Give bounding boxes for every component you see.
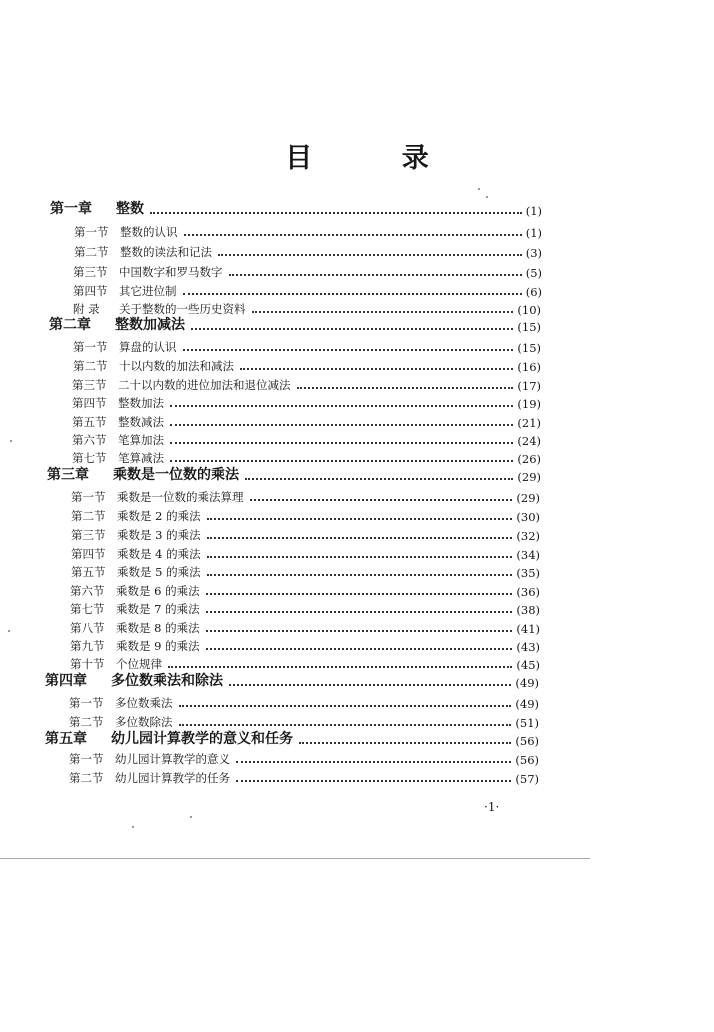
toc-entry-title: 整数的认识 bbox=[120, 225, 178, 239]
toc-section-entry bbox=[70, 634, 540, 654]
toc-leader-dots bbox=[236, 772, 511, 782]
toc-entry-label: 第四节 bbox=[71, 547, 106, 561]
toc-section-entry bbox=[72, 391, 541, 411]
toc-leader-dots bbox=[229, 676, 511, 686]
toc-leader-dots bbox=[183, 341, 514, 351]
toc-entry-label: 第二节 bbox=[74, 245, 109, 259]
toc-chapter-entry bbox=[50, 198, 542, 218]
toc-chapter-entry bbox=[45, 670, 539, 690]
toc-entry-label: 第一节 bbox=[71, 490, 106, 504]
toc-entry-label: 第一章 bbox=[50, 201, 92, 217]
toc-section-entry bbox=[71, 504, 540, 524]
toc-entry-label: 第五节 bbox=[71, 565, 106, 579]
toc-entry-page: (15) bbox=[517, 341, 541, 355]
toc-entry-page: (26) bbox=[517, 452, 541, 466]
toc-entry-title: 其它进位制 bbox=[119, 284, 177, 298]
toc-chapter-entry bbox=[49, 314, 541, 334]
toc-entry-page: (1) bbox=[525, 204, 542, 218]
toc-section-entry bbox=[70, 579, 540, 599]
toc-leader-dots bbox=[206, 603, 513, 613]
toc-leader-dots bbox=[297, 379, 514, 389]
toc-entry-page: (17) bbox=[517, 379, 541, 393]
page-title: 目 录 bbox=[285, 143, 469, 174]
toc-entry-label: 第十节 bbox=[70, 657, 105, 671]
toc-entry-label: 第一节 bbox=[73, 340, 108, 354]
toc-entry-label: 第七节 bbox=[70, 602, 105, 616]
toc-section-entry bbox=[72, 410, 541, 430]
toc-entry-title: 幼儿园计算教学的任务 bbox=[115, 771, 230, 785]
toc-leader-dots bbox=[240, 360, 513, 370]
scan-speck bbox=[132, 826, 134, 828]
toc-entry-label: 第七节 bbox=[72, 451, 107, 465]
toc-leader-dots bbox=[150, 204, 522, 214]
toc-entry-page: (56) bbox=[515, 734, 539, 748]
toc-leader-dots bbox=[170, 416, 513, 426]
toc-entry-page: (38) bbox=[516, 603, 540, 617]
toc-entry-label: 第四节 bbox=[72, 396, 107, 410]
toc-entry-title: 乘数是 9 的乘法 bbox=[116, 639, 200, 653]
toc-section-entry bbox=[72, 446, 541, 466]
toc-leader-dots bbox=[218, 246, 522, 256]
toc-entry-label: 第六节 bbox=[70, 584, 105, 598]
toc-entry-page: (35) bbox=[516, 566, 540, 580]
toc-entry-label: 第一节 bbox=[69, 752, 104, 766]
toc-entry-page: (29) bbox=[517, 470, 541, 484]
toc-entry-title: 多位数除法 bbox=[115, 715, 173, 729]
toc-leader-dots bbox=[191, 320, 513, 330]
toc-section-entry bbox=[73, 279, 542, 299]
toc-leader-dots bbox=[252, 303, 514, 313]
toc-entry-label: 第八节 bbox=[70, 621, 105, 635]
toc-entry-label: 第四节 bbox=[73, 284, 108, 298]
toc-section-entry bbox=[69, 747, 539, 767]
toc-leader-dots bbox=[250, 491, 513, 501]
toc-entry-title: 乘数是一位数的乘法 bbox=[113, 467, 239, 483]
toc-entry-page: (45) bbox=[516, 658, 540, 672]
toc-section-entry bbox=[72, 373, 541, 393]
toc-leader-dots bbox=[206, 585, 513, 595]
toc-entry-label: 第二节 bbox=[69, 771, 104, 785]
toc-leader-dots bbox=[168, 658, 512, 668]
toc-entry-page: (30) bbox=[516, 510, 540, 524]
toc-section-entry bbox=[71, 523, 540, 543]
toc-leader-dots bbox=[206, 640, 513, 650]
toc-entry-page: (41) bbox=[516, 622, 540, 636]
toc-entry-page: (6) bbox=[525, 285, 542, 299]
toc-section-entry bbox=[70, 597, 540, 617]
toc-entry-title: 乘数是一位数的乘法算理 bbox=[117, 490, 244, 504]
toc-entry-page: (29) bbox=[516, 491, 540, 505]
toc-section-entry bbox=[69, 691, 539, 711]
toc-leader-dots bbox=[236, 753, 511, 763]
toc-entry-page: (32) bbox=[516, 529, 540, 543]
toc-entry-label: 第二节 bbox=[73, 359, 108, 373]
toc-entry-label: 第一节 bbox=[74, 225, 109, 239]
toc-entry-page: (19) bbox=[517, 397, 541, 411]
toc-entry-page: (56) bbox=[515, 753, 539, 767]
toc-entry-title: 十以内数的加法和减法 bbox=[119, 359, 234, 373]
toc-leader-dots bbox=[179, 697, 512, 707]
toc-section-entry bbox=[69, 710, 539, 730]
toc-leader-dots bbox=[245, 470, 513, 480]
toc-entry-page: (5) bbox=[525, 266, 542, 280]
toc-entry-label: 第三节 bbox=[71, 528, 106, 542]
toc-section-entry bbox=[69, 766, 539, 786]
toc-entry-title: 整数 bbox=[116, 201, 144, 217]
scan-speck bbox=[8, 630, 10, 632]
toc-entry-title: 乘数是 4 的乘法 bbox=[117, 547, 201, 561]
toc-entry-title: 乘数是 8 的乘法 bbox=[116, 621, 200, 635]
toc-entry-label: 第三章 bbox=[47, 467, 89, 483]
toc-leader-dots bbox=[207, 510, 513, 520]
toc-entry-title: 个位规律 bbox=[116, 657, 162, 671]
toc-leader-dots bbox=[184, 226, 522, 236]
toc-entry-title: 多位数乘法和除法 bbox=[111, 673, 223, 689]
toc-entry-page: (43) bbox=[516, 640, 540, 654]
toc-entry-label: 第三节 bbox=[73, 265, 108, 279]
toc-entry-title: 二十以内数的进位加法和退位减法 bbox=[118, 378, 291, 392]
toc-section-entry bbox=[71, 560, 540, 580]
toc-entry-page: (51) bbox=[515, 716, 539, 730]
toc-entry-title: 中国数字和罗马数字 bbox=[119, 265, 223, 279]
toc-entry-label: 第二节 bbox=[69, 715, 104, 729]
toc-entry-label: 第六节 bbox=[72, 433, 107, 447]
scan-speck bbox=[478, 188, 480, 190]
toc-entry-title: 关于整数的一些历史资料 bbox=[119, 302, 246, 316]
toc-section-entry bbox=[71, 485, 540, 505]
toc-entry-title: 整数减法 bbox=[118, 415, 164, 429]
toc-entry-title: 乘数是 2 的乘法 bbox=[117, 509, 201, 523]
toc-entry-page: (21) bbox=[517, 416, 541, 430]
toc-leader-dots bbox=[179, 716, 512, 726]
toc-entry-page: (49) bbox=[515, 676, 539, 690]
toc-entry-label: 第五节 bbox=[72, 415, 107, 429]
toc-leader-dots bbox=[206, 622, 513, 632]
toc-entry-title: 幼儿园计算教学的意义 bbox=[115, 752, 230, 766]
toc-chapter-entry bbox=[47, 464, 541, 484]
toc-entry-title: 算盘的认识 bbox=[119, 340, 177, 354]
toc-entry-page: (10) bbox=[517, 303, 541, 317]
toc-leader-dots bbox=[183, 285, 522, 295]
toc-entry-page: (1) bbox=[525, 226, 542, 240]
toc-leader-dots bbox=[207, 529, 513, 539]
toc-entry-title: 幼儿园计算教学的意义和任务 bbox=[111, 731, 293, 747]
toc-section-entry bbox=[73, 260, 542, 280]
toc-leader-dots bbox=[170, 434, 513, 444]
toc-entry-page: (57) bbox=[515, 772, 539, 786]
toc-section-entry bbox=[73, 335, 541, 355]
scan-speck bbox=[190, 816, 192, 818]
toc-section-entry bbox=[70, 616, 540, 636]
toc-leader-dots bbox=[170, 452, 513, 462]
toc-entry-label: 第九节 bbox=[70, 639, 105, 653]
toc-entry-title: 整数加减法 bbox=[115, 317, 185, 333]
page-number: ·1· bbox=[484, 800, 500, 814]
toc-leader-dots bbox=[170, 397, 513, 407]
toc-entry-label: 第二节 bbox=[71, 509, 106, 523]
toc-leader-dots bbox=[207, 548, 513, 558]
toc-entry-page: (3) bbox=[525, 246, 542, 260]
toc-entry-title: 乘数是 7 的乘法 bbox=[116, 602, 200, 616]
toc-entry-label: 第三节 bbox=[72, 378, 107, 392]
toc-entry-label: 第二章 bbox=[49, 317, 91, 333]
toc-entry-title: 多位数乘法 bbox=[115, 696, 173, 710]
toc-entry-page: (34) bbox=[516, 548, 540, 562]
toc-section-entry bbox=[71, 542, 540, 562]
toc-entry-page: (15) bbox=[517, 320, 541, 334]
toc-entry-title: 乘数是 3 的乘法 bbox=[117, 528, 201, 542]
toc-entry-title: 笔算减法 bbox=[118, 451, 164, 465]
toc-entry-title: 笔算加法 bbox=[118, 433, 164, 447]
toc-section-entry bbox=[70, 652, 540, 672]
toc-section-entry bbox=[72, 428, 541, 448]
toc-entry-title: 整数加法 bbox=[118, 396, 164, 410]
toc-entry-label: 附 录 bbox=[73, 302, 100, 316]
toc-section-entry bbox=[74, 220, 542, 240]
toc-entry-page: (49) bbox=[515, 697, 539, 711]
toc-leader-dots bbox=[229, 266, 522, 276]
toc-entry-label: 第一节 bbox=[69, 696, 104, 710]
toc-chapter-entry bbox=[45, 728, 539, 748]
scan-speck bbox=[486, 196, 488, 198]
toc-section-entry bbox=[73, 354, 541, 374]
toc-entry-page: (24) bbox=[517, 434, 541, 448]
toc-entry-label: 第五章 bbox=[45, 731, 87, 747]
toc-entry-title: 乘数是 6 的乘法 bbox=[116, 584, 200, 598]
toc-section-entry bbox=[74, 240, 542, 260]
toc-entry-title: 整数的读法和记法 bbox=[120, 245, 212, 259]
scan-speck bbox=[10, 440, 12, 442]
toc-leader-dots bbox=[207, 566, 513, 576]
toc-entry-label: 第四章 bbox=[45, 673, 87, 689]
toc-entry-page: (36) bbox=[516, 585, 540, 599]
toc-entry-title: 乘数是 5 的乘法 bbox=[117, 565, 201, 579]
toc-entry-page: (16) bbox=[517, 360, 541, 374]
bottom-rule bbox=[0, 858, 590, 859]
toc-leader-dots bbox=[299, 734, 511, 744]
